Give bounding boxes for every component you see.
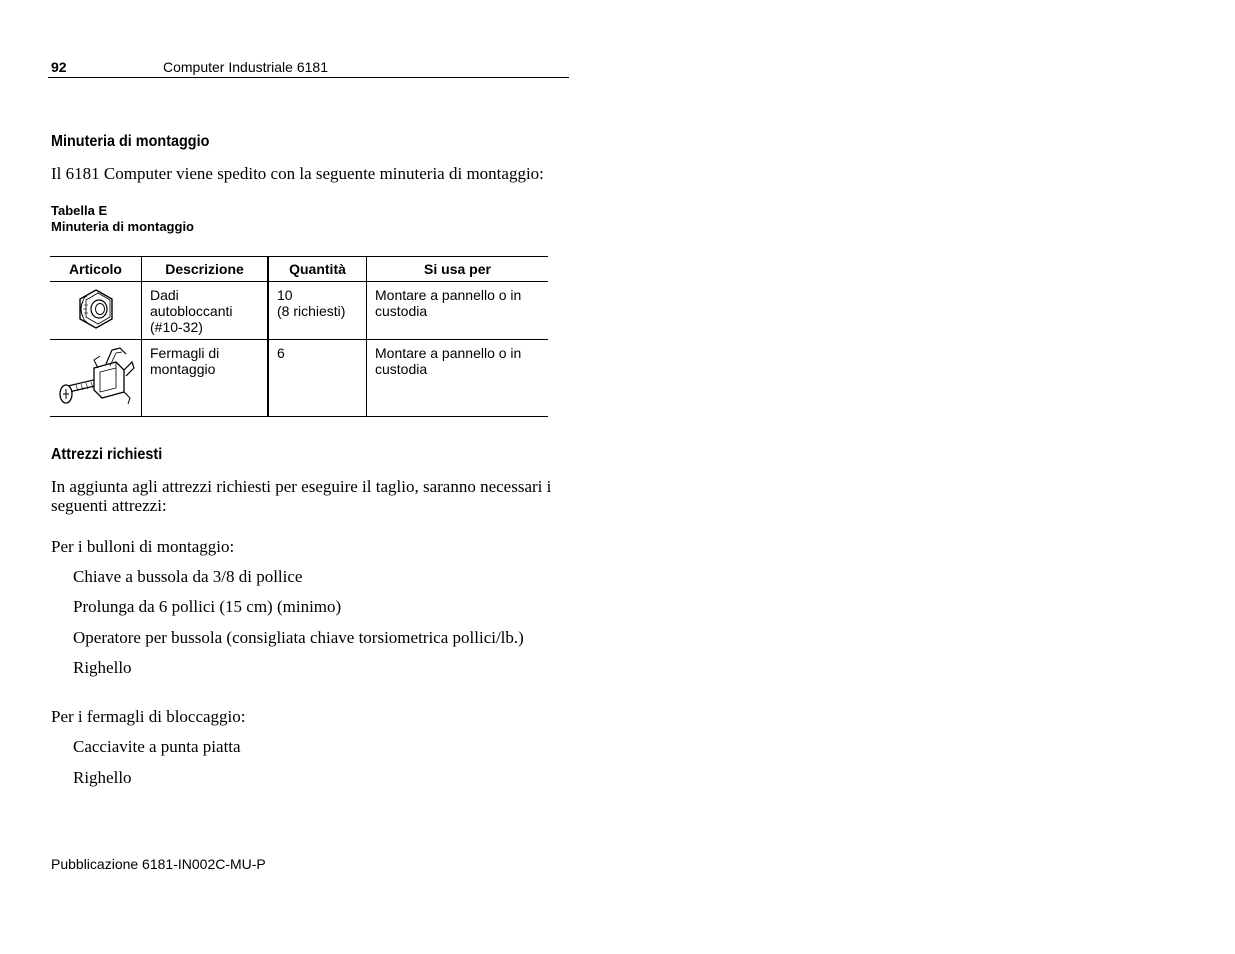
section-heading-hardware: Minuteria di montaggio (51, 133, 210, 150)
column-header-quantity: Quantità (268, 257, 367, 282)
column-header-item: Articolo (50, 257, 142, 282)
column-header-use: Si usa per (367, 257, 549, 282)
hardware-intro-paragraph: Il 6181 Computer viene spedito con la seguente minuteria di montaggio: (51, 164, 544, 183)
section-heading-tools: Attrezzi richiesti (51, 446, 163, 463)
item-quantity-value: 6 (277, 345, 285, 361)
item-description: Dadi autobloccanti (#10-32) (142, 282, 269, 340)
list-item: Operatore per bussola (consigliata chiave torsiometrica pollici/lb.) (73, 628, 524, 647)
mounting-clip-icon (54, 342, 138, 412)
table-caption-number: Tabella E (51, 203, 108, 218)
item-quantity-value: 10 (277, 287, 293, 303)
clips-subheading: Per i fermagli di bloccaggio: (51, 707, 246, 726)
item-quantity (268, 282, 367, 340)
item-use: Montare a pannello o in custodia (367, 340, 549, 417)
lock-nut-icon (74, 287, 118, 331)
item-image-cell (50, 282, 142, 340)
publication-footer: Pubblicazione 6181-IN002C-MU-P (51, 856, 266, 872)
table-header-row (50, 257, 548, 282)
item-quantity (268, 340, 367, 417)
tools-intro-paragraph: In aggiunta agli attrezzi richiesti per eseguire il taglio, saranno necessari i seguenti attrezzi: (51, 477, 552, 515)
table-row (50, 340, 548, 417)
running-title: Computer Industriale 6181 (163, 59, 328, 75)
item-quantity-note: (8 richiesti) (277, 303, 346, 319)
hardware-table (50, 256, 548, 417)
item-use: Montare a pannello o in custodia (367, 282, 549, 340)
list-item: Cacciavite a punta piatta (73, 737, 241, 756)
column-header-description: Descrizione (142, 257, 269, 282)
table-caption-title: Minuteria di montaggio (51, 219, 194, 234)
item-description: Fermagli di montaggio (142, 340, 269, 417)
item-image-cell (50, 340, 142, 417)
table-row (50, 282, 548, 340)
table-caption (51, 203, 194, 235)
list-item: Chiave a bussola da 3/8 di pollice (73, 567, 303, 586)
page-number: 92 (51, 59, 67, 75)
list-item: Prolunga da 6 pollici (15 cm) (minimo) (73, 597, 342, 616)
header-rule (48, 77, 569, 78)
list-item: Righello (73, 658, 132, 677)
bolts-subheading: Per i bulloni di montaggio: (51, 537, 235, 556)
list-item: Righello (73, 768, 132, 787)
